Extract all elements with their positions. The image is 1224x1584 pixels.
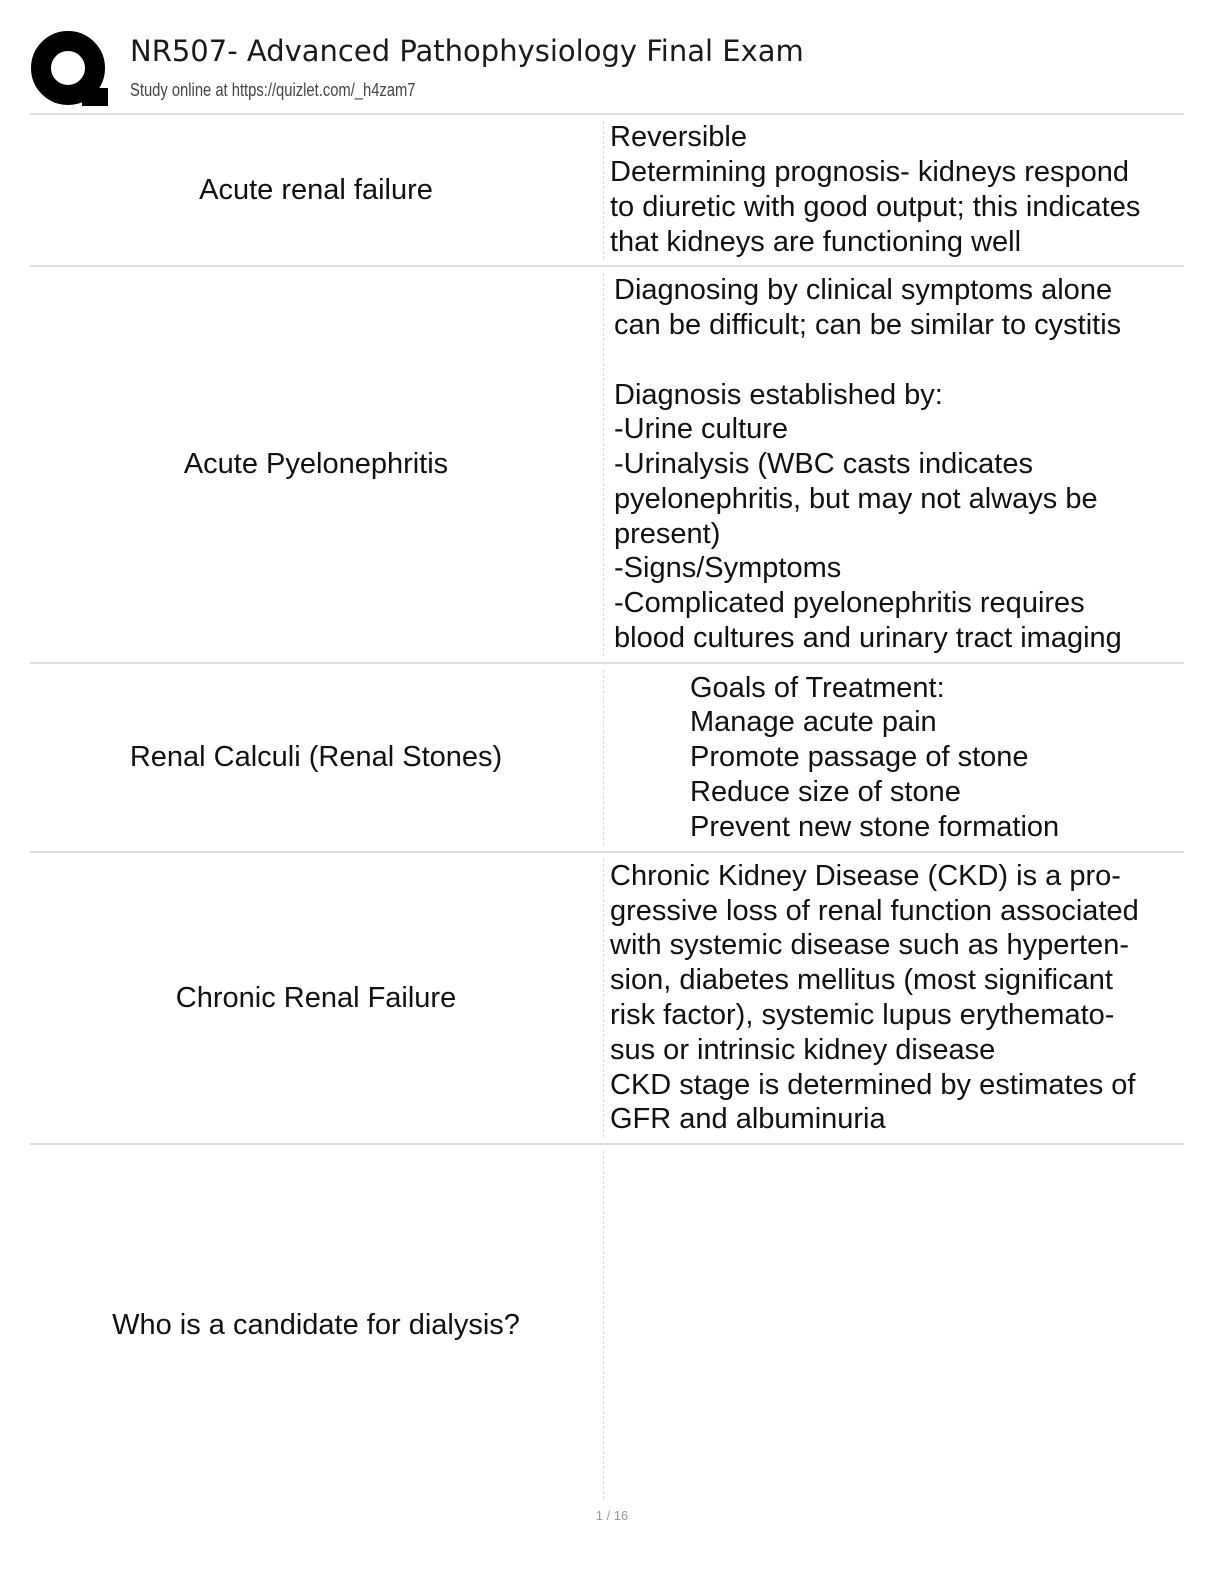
flashcard-row (30, 267, 1184, 662)
card-definition (610, 664, 1178, 851)
flashcard-row (30, 115, 1184, 265)
card-term: Acute renal failure (199, 173, 433, 206)
definition-line: sus or intrinsic kidney disease (610, 1033, 996, 1066)
column-divider (603, 121, 604, 259)
definition-line: Diagnosis established by: (614, 378, 943, 411)
definition-line: gressive loss of renal function associated (610, 894, 1139, 927)
definition-line: -Urine culture (614, 413, 789, 446)
column-divider (603, 670, 604, 845)
definition-line: to diuretic with good output; this indicates (610, 191, 1141, 223)
definition-blank-line (614, 343, 1178, 378)
definition-line: can be difficult; can be similar to cystitis (614, 308, 1122, 341)
definition-line: Diagnosing by clinical symptoms alone (614, 274, 1113, 307)
card-term: Chronic Renal Failure (175, 981, 457, 1014)
definition-line: blood cultures and urinary tract imaging (614, 622, 1122, 655)
definition-line: with systemic disease such as hyperten- (610, 929, 1129, 962)
page-title: NR507- Advanced Pathophysiology Final Exam (130, 34, 804, 68)
definition-line: sion, diabetes mellitus (most significant (610, 964, 1113, 997)
card-term: Acute Pyelonephritis (183, 448, 449, 480)
card-term: Renal Calculi (Renal Stones) (129, 741, 503, 773)
page-indicator: 1 / 16 (595, 1508, 629, 1523)
definition-line: CKD stage is determined by estimates of (610, 1068, 1136, 1101)
definition-line: Promote passage of stone (690, 741, 1029, 774)
flashcard-row (30, 853, 1184, 1143)
definition-line: Manage acute pain (690, 706, 937, 739)
definition-line: pyelonephritis, but may not always be (614, 482, 1098, 515)
flashcard-row (30, 1145, 1184, 1505)
definition-line: present) (614, 517, 721, 550)
definition-line: -Signs/Symptoms (614, 552, 842, 585)
definition-line: Reversible (610, 121, 747, 154)
column-divider (603, 859, 604, 1137)
definition-line: risk factor), systemic lupus erythemato- (610, 999, 1115, 1031)
column-divider (603, 273, 604, 656)
card-term: Who is a candidate for dialysis? (112, 1308, 520, 1341)
definition-line: Goals of Treatment: (690, 671, 945, 704)
card-definition (610, 267, 1178, 662)
quizlet-logo-icon (30, 30, 110, 110)
card-definition (610, 853, 1178, 1143)
page-header (30, 26, 1184, 112)
card-definition (610, 115, 1178, 265)
definition-line: -Urinalysis (WBC casts indicates (614, 448, 1033, 481)
definition-line: Chronic Kidney Disease (CKD) is a pro- (610, 859, 1121, 892)
column-divider (603, 1151, 604, 1499)
definition-line: Determining prognosis- kidneys respond (610, 156, 1130, 189)
study-online-link[interactable]: Study online at https://quizlet.com/_h4zam7 (130, 80, 416, 100)
flashcard-row (30, 664, 1184, 851)
definition-line: that kidneys are functioning well (610, 225, 1022, 258)
card-definition (610, 1145, 1178, 1505)
definition-line: -Complicated pyelonephritis requires (614, 587, 1085, 620)
definition-line: Prevent new stone formation (690, 810, 1060, 843)
definition-line: GFR and albuminuria (610, 1103, 886, 1136)
definition-line: Reduce size of stone (690, 775, 961, 808)
